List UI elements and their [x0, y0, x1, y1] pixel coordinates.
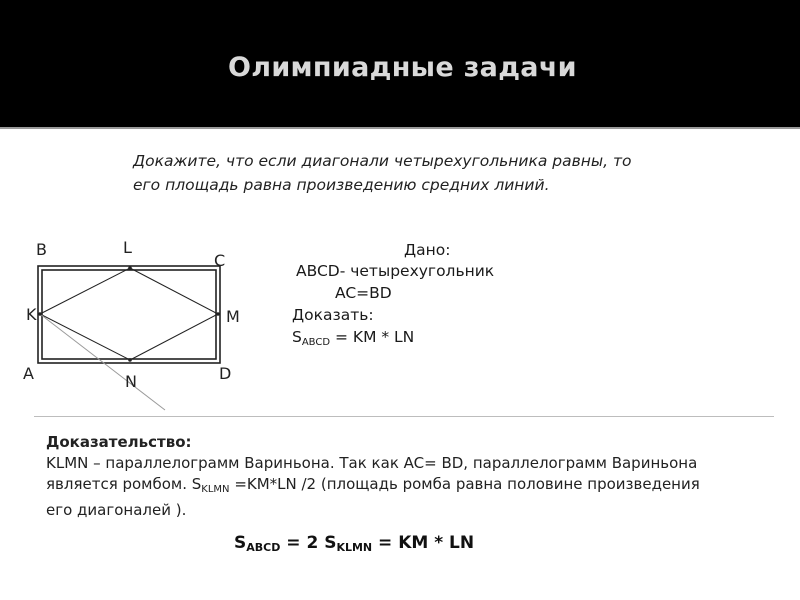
proof-line-2-sub: KLMN	[201, 484, 230, 495]
section-divider	[34, 416, 774, 417]
proof-line-2a: является ромбом. S	[46, 475, 202, 493]
label-n: N	[125, 372, 137, 391]
result-mid: = 2 S	[280, 533, 337, 553]
label-m: M	[226, 307, 240, 326]
rect-abcd-outer	[38, 266, 220, 363]
proof-line-3: его диагоналей ).	[46, 501, 187, 519]
label-d: D	[219, 364, 232, 383]
result-s1: S	[234, 533, 247, 553]
statement-line-1: Докажите, что если диагонали четырехугольника равны, то	[133, 152, 632, 170]
rhombus-klmn	[40, 268, 218, 360]
final-result	[234, 533, 474, 554]
given-line-1: ABCD- четырехугольник	[296, 262, 495, 280]
result-sub1: ABCD	[246, 541, 281, 554]
proof-line-1: KLMN – параллелограмм Вариньона. Так как AC= BD, параллелограмм Вариньона	[46, 454, 698, 472]
prove-s: S	[292, 328, 302, 346]
point-l-dot	[128, 266, 132, 270]
rect-abcd-inner	[42, 270, 216, 359]
prove-title: Доказать:	[292, 306, 374, 324]
result-end: = KM * LN	[372, 533, 475, 553]
proof-block	[46, 432, 776, 521]
label-k: K	[26, 305, 37, 324]
diagonal-line	[40, 314, 165, 410]
label-b: B	[36, 240, 47, 259]
prove-rest: = KM * LN	[330, 328, 415, 346]
prove-formula	[292, 328, 414, 348]
proof-title: Доказательство:	[46, 433, 192, 451]
given-title: Дано:	[404, 241, 451, 259]
page-title: Олимпиадные задачи	[228, 52, 577, 83]
label-l: L	[123, 238, 132, 257]
label-a: A	[23, 364, 34, 383]
proof-line-2	[46, 474, 776, 500]
prove-subscript: ABCD	[301, 337, 331, 348]
label-c: C	[214, 251, 226, 270]
proof-line-2b: =KM*LN /2 (площадь ромба равна половине произведения	[229, 475, 700, 493]
statement-line-2: его площадь равна произведению средних линий.	[133, 176, 550, 194]
point-m-dot	[216, 312, 220, 316]
given-line-2: AC=BD	[335, 284, 392, 302]
result-sub2: KLMN	[336, 541, 373, 554]
point-n-dot	[128, 358, 132, 362]
point-k-dot	[38, 312, 42, 316]
